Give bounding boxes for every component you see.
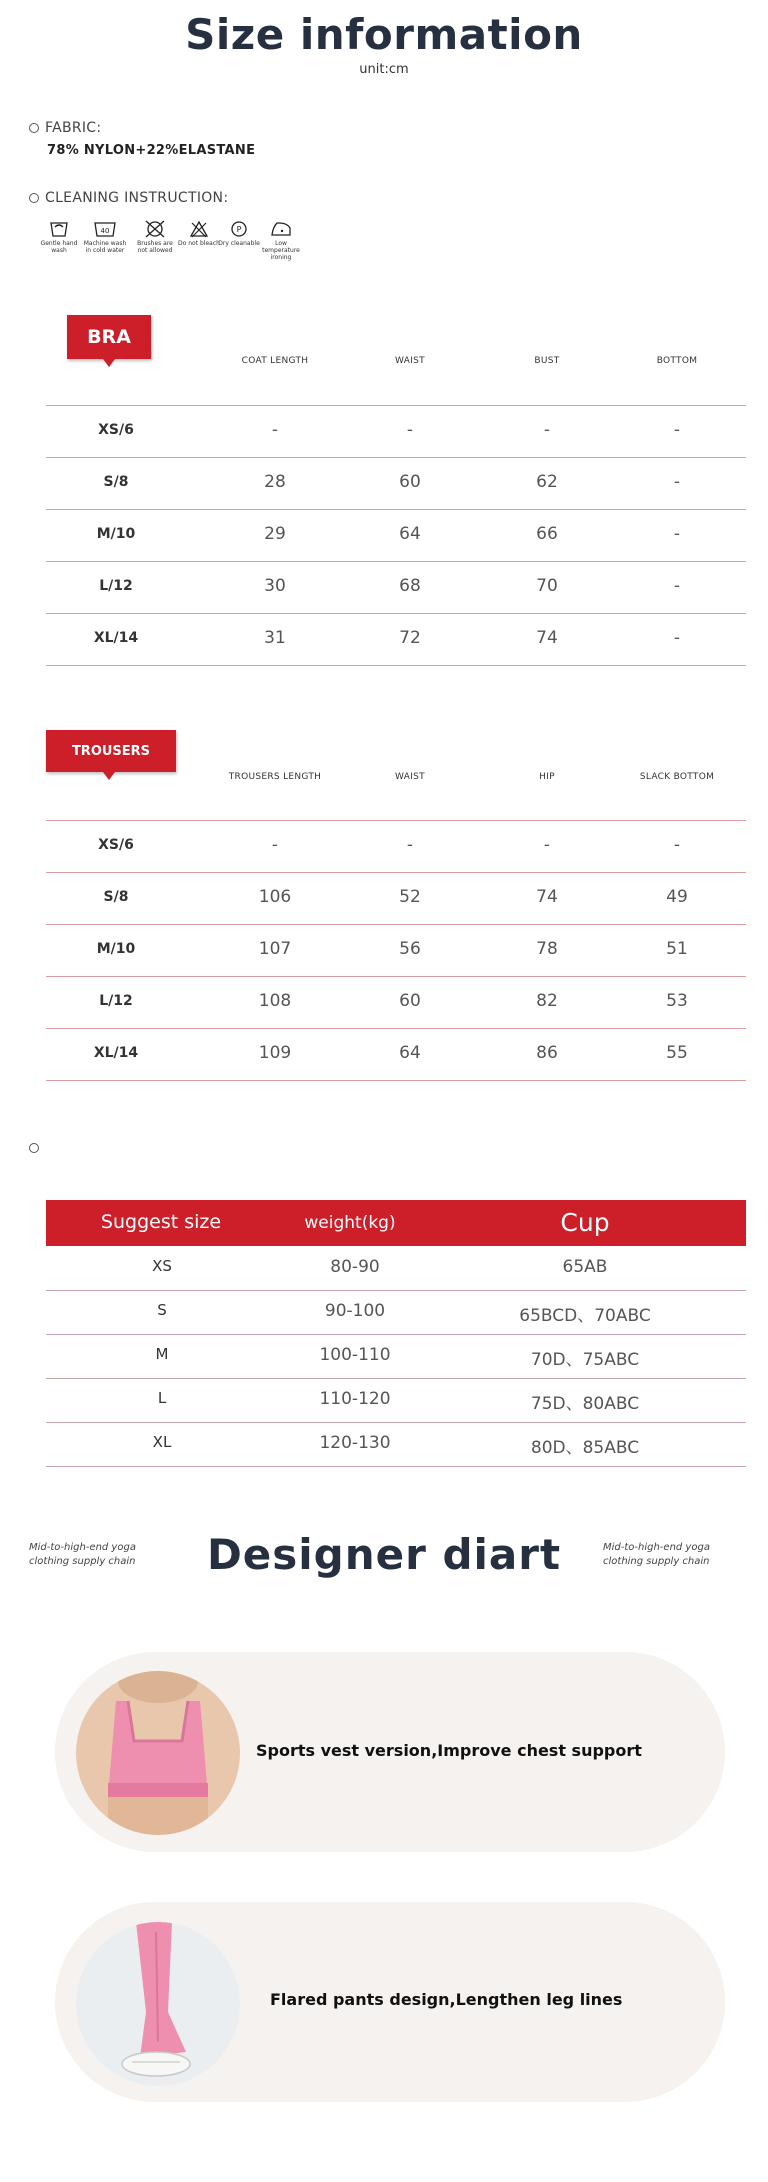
table-divider [46,509,746,510]
table-divider [46,1080,746,1081]
low-temp-iron-icon: Low temperature ironing [259,218,303,261]
bra-col-bust: BUST [534,356,560,366]
value-cell: 70 [536,576,558,596]
table-divider [46,665,746,666]
gentle-hand-wash-icon: Gentle hand wash [37,218,81,254]
suggest-col-cup: Cup [560,1208,610,1237]
table-divider [46,1028,746,1029]
value-cell: - [673,420,681,440]
value-cell: 74 [536,887,558,907]
suggest-cell: L [157,1389,167,1407]
table-divider [46,820,746,821]
value-cell: 29 [264,524,286,544]
value-cell: 74 [536,628,558,648]
bullet-icon [29,1143,39,1153]
no-brush-icon: Brushes are not allowed [133,218,177,254]
value-cell: 30 [264,576,286,596]
suggest-cell: 120-130 [319,1433,391,1453]
value-cell: 51 [666,939,688,959]
value-cell: 28 [264,472,286,492]
suggest-col-weight: weight(kg) [304,1213,396,1233]
size-cell: M/10 [96,526,136,542]
fabric-value: 78% NYLON+22%ELASTANE [47,143,256,158]
side-note-left: Mid-to-high-end yoga clothing supply chain [29,1542,136,1567]
size-cell: S/8 [103,474,129,490]
suggest-col-size: Suggest size [100,1211,222,1233]
trousers-col-waist: WAIST [395,772,425,782]
value-cell: 64 [399,524,421,544]
suggest-cell: S [157,1301,167,1319]
dry-clean-icon: P Dry cleanable [217,218,261,247]
svg-text:40: 40 [100,227,110,235]
unit-label: unit:cm [359,62,409,77]
suggest-cell: 110-120 [319,1389,391,1409]
bra-tag-pointer [103,359,115,367]
feature-text: Sports vest version,Improve chest support [256,1741,642,1760]
pink-flared-pants-photo [76,1922,240,2086]
page-title: Size information [185,10,583,59]
value-cell: 60 [399,991,421,1011]
table-divider [46,872,746,873]
suggest-cell: 65BCD、70ABC [519,1306,651,1326]
value-cell: - [543,420,551,440]
designer-title: Designer diart [206,1530,562,1579]
suggest-cell: XS [152,1257,172,1275]
size-cell: M/10 [96,941,136,957]
value-cell: - [673,628,681,648]
svg-text:P: P [236,225,242,234]
table-divider [46,613,746,614]
value-cell: 106 [258,887,292,907]
bra-col-waist: WAIST [395,356,425,366]
size-cell: L/12 [99,993,133,1009]
table-divider [46,924,746,925]
size-cell: XL/14 [93,630,139,646]
size-cell: S/8 [103,889,129,905]
table-divider [46,1378,746,1379]
suggest-cell: 70D、75ABC [530,1350,640,1370]
side-note-right: Mid-to-high-end yoga clothing supply chain [603,1542,710,1567]
table-divider [46,1422,746,1423]
suggest-cell: M [155,1345,169,1363]
value-cell: - [673,524,681,544]
value-cell: - [673,835,681,855]
table-divider [46,1290,746,1291]
value-cell: 60 [399,472,421,492]
suggest-cell: 100-110 [319,1345,391,1365]
suggest-cell: 75D、80ABC [530,1394,640,1414]
value-cell: 53 [666,991,688,1011]
value-cell: 86 [536,1043,558,1063]
no-bleach-icon: Do not bleach [177,218,221,247]
value-cell: 72 [399,628,421,648]
suggest-cell: 65AB [562,1257,608,1277]
table-divider [46,457,746,458]
value-cell: 52 [399,887,421,907]
value-cell: - [271,835,279,855]
trousers-col-slack-bottom: SLACK BOTTOM [639,772,715,782]
size-cell: XS/6 [98,422,134,438]
size-cell: L/12 [99,578,133,594]
value-cell: 62 [536,472,558,492]
value-cell: 68 [399,576,421,596]
bra-tag: BRA [67,315,151,359]
size-cell: XL/14 [93,1045,139,1061]
feature-text: Flared pants design,Lengthen leg lines [270,1990,623,2009]
value-cell: 31 [264,628,286,648]
pink-sports-bra-photo [76,1671,240,1835]
value-cell: - [543,835,551,855]
value-cell: 56 [399,939,421,959]
value-cell: 64 [399,1043,421,1063]
value-cell: 107 [258,939,292,959]
value-cell: 78 [536,939,558,959]
trousers-col-hip: HIP [539,772,555,782]
suggest-cell: 90-100 [324,1301,386,1321]
value-cell: 109 [258,1043,292,1063]
trousers-tag-pointer [103,772,115,780]
table-divider [46,561,746,562]
value-cell: - [673,576,681,596]
value-cell: 108 [258,991,292,1011]
value-cell: - [673,472,681,492]
bullet-icon [29,123,39,133]
table-divider [46,976,746,977]
suggest-cell: XL [152,1433,172,1451]
value-cell: - [271,420,279,440]
bra-col-bottom: BOTTOM [656,356,698,366]
value-cell: 82 [536,991,558,1011]
table-divider [46,1466,746,1467]
size-cell: XS/6 [98,837,134,853]
cleaning-label: CLEANING INSTRUCTION: [45,190,229,206]
value-cell: - [406,420,414,440]
value-cell: 66 [536,524,558,544]
table-divider [46,1334,746,1335]
bra-col-coat-length: COAT LENGTH [241,356,309,366]
suggest-cell: 80-90 [330,1257,380,1277]
fabric-label: FABRIC: [45,120,102,136]
value-cell: 49 [666,887,688,907]
table-divider [46,405,746,406]
machine-wash-cold-icon: 40 Machine wash in cold water [83,218,127,254]
trousers-tag: TROUSERS [46,730,176,772]
trousers-col-length: TROUSERS LENGTH [228,772,322,782]
value-cell: 55 [666,1043,688,1063]
suggest-cell: 80D、85ABC [530,1438,640,1458]
value-cell: - [406,835,414,855]
bullet-icon [29,193,39,203]
